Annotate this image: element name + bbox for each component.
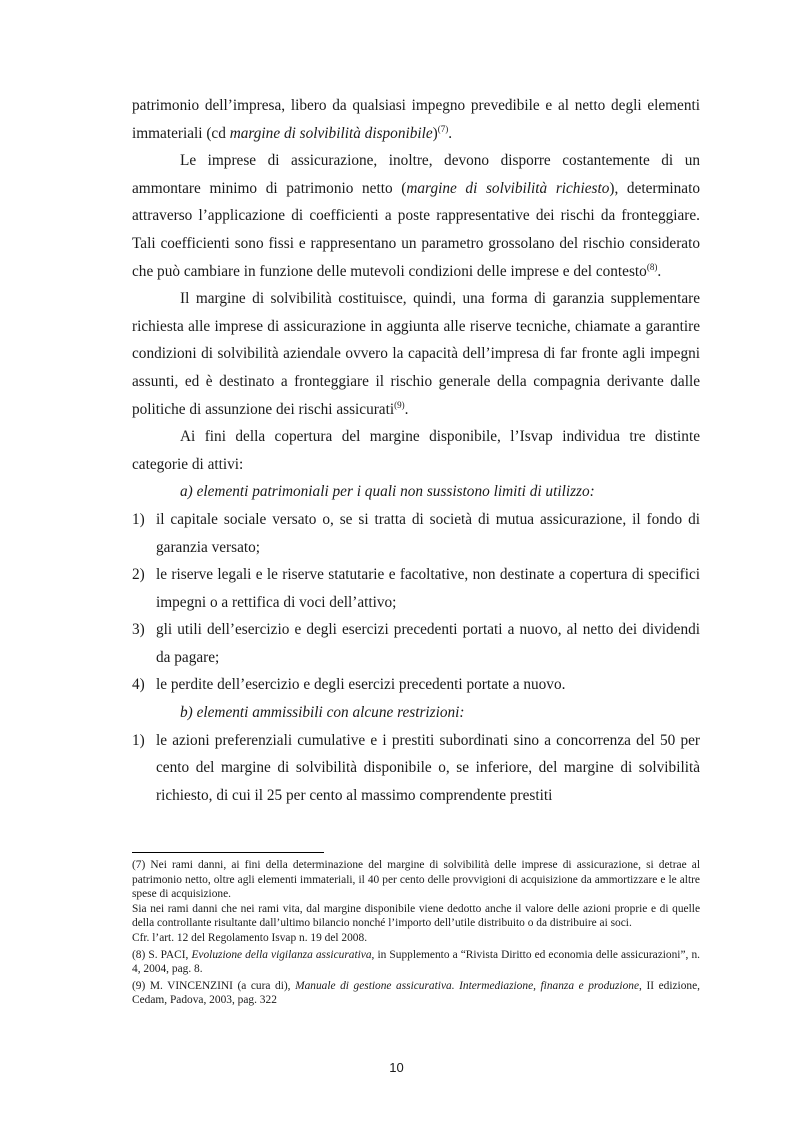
footnote-9 [132, 979, 700, 1008]
section-b-list [132, 727, 700, 810]
paragraph-1-end: . [448, 124, 453, 142]
footnote-7-reference: Cfr. l’art. 12 del Regolamento Isvap n. 19 del 2008. [132, 931, 368, 944]
paragraph-3-text: Il margine di solvibilità costituisce, quindi, una forma di garanzia supplementare richiesta alle imprese di assicurazione in aggiunta alle riserve tecniche, chiamate a garantire condizioni di solvibilità aziendale ovvero la capacità dell’impresa di far fronte agli impegni assunti, ed è destinato a fronteggiare il rischio generale della compagnia derivante dalle politiche di assunzione dei rischi assicurati [132, 290, 700, 418]
list-item-text: le perdite dell’esercizio e degli esercizi precedenti portate a nuovo. [156, 676, 566, 694]
list-item-number: 3) [132, 621, 145, 639]
footnote-9-author: (9) M. VINCENZINI (a cura di), [132, 979, 296, 992]
footnote-9-source: , II edizione, Cedam, Padova, 2003, pag. 322 [132, 979, 701, 1007]
list-item-number: 4) [132, 676, 145, 694]
paragraph-2-text-2: ), determinato attraverso l’applicazione di coefficienti a poste rappresentative dei rischi da fronteggiare. Tali coefficienti sono fissi e rappresentano un parametro grossolano del rischio considerato che può cambiare in funzione delle mutevoli condizioni delle imprese e del contesto [132, 179, 700, 280]
paragraph-1 [132, 92, 700, 147]
footnote-9-title: Manuale di gestione assicurativa. Intermediazione, finanza e produzione [295, 979, 640, 992]
footnote-divider [132, 852, 324, 853]
paragraph-3 [132, 285, 700, 423]
list-item-number: 1) [132, 731, 145, 749]
list-item-text: gli utili dell’esercizio e degli esercizi precedenti portati a nuovo, al netto dei dividendi da pagare; [156, 621, 700, 666]
section-b-heading: b) elementi ammissibili con alcune restrizioni: [180, 704, 465, 722]
paragraph-2-end: . [657, 262, 662, 280]
footnote-8-title: Evoluzione della vigilanza assicurativa [191, 948, 372, 961]
list-item-number: 1) [132, 510, 145, 528]
paragraph-1-text: patrimonio dell’impresa, libero da qualsiasi impegno prevedibile e al netto degli elementi immateriali (cd [132, 97, 700, 142]
section-a-heading: a) elementi patrimoniali per i quali non sussistono limiti di utilizzo: [180, 483, 595, 501]
section-a-list [132, 506, 700, 699]
page-body [132, 92, 700, 809]
footnote-8 [132, 948, 700, 977]
paragraph-2-text: Le imprese di assicurazione, inoltre, devono disporre costantemente di un ammontare minimo di patrimonio netto ( [132, 152, 700, 197]
list-item [132, 506, 700, 561]
list-item-text: il capitale sociale versato o, se si tratta di società di mutua assicurazione, il fondo di garanzia versato; [156, 510, 700, 556]
page-number: 10 [389, 1060, 404, 1075]
paragraph-1-text-2: ) [432, 124, 438, 142]
paragraph-2 [132, 147, 700, 285]
list-item [132, 727, 700, 810]
paragraph-1-emphasis: margine di solvibilità disponibile [229, 124, 433, 142]
paragraph-4: Ai fini della copertura del margine disponibile, l’Isvap individua tre distinte categorie di attivi: [132, 428, 700, 473]
footnote-ref-7: (7) [437, 123, 449, 134]
footnote-8-author: (8) S. PACI, [132, 948, 192, 961]
paragraph-3-end: . [404, 400, 409, 418]
footnote-8-source: , in Supplemento a “Rivista Diritto ed economia delle assicurazioni”, n. 4, 2004, pag. 8. [132, 948, 700, 976]
footnote-ref-8: (8) [646, 261, 658, 272]
footnote-7: (7) Nei rami danni, ai fini della determinazione del margine di solvibilità delle imprese di assicurazione, si detrae al patrimonio netto, oltre agli elementi immateriali, il 40 per cento delle provvigioni di acquisizione da ammortizzare e le altre spese di acquisizione. [132, 859, 700, 901]
list-item-number: 2) [132, 566, 145, 584]
paragraph-2-emphasis: margine di solvibilità richiesto [406, 179, 610, 197]
footnote-7-continued: Sia nei rami danni che nei rami vita, dal margine disponibile viene dedotto anche il valore delle azioni proprie e di quelle della controllante risultante dall’ultimo bilancio nonché l’importo dell’utile distribuito o da distribuire ai soci. [132, 902, 700, 930]
footnotes [132, 858, 700, 1008]
list-item [132, 561, 700, 616]
list-item [132, 616, 700, 671]
list-item-text: le azioni preferenziali cumulative e i prestiti subordinati sino a concorrenza del 50 per cento del margine di solvibilità disponibile o, se inferiore, del margine di solvibilità richiesto, di cui il 25 per cento al massimo comprendente prestiti [156, 731, 700, 804]
list-item [132, 671, 700, 699]
list-item-text: le riserve legali e le riserve statutarie e facoltative, non destinate a copertura di specifici impegni o a rettifica di voci dell’attivo; [156, 566, 700, 611]
footnote-ref-9: (9) [394, 399, 405, 410]
